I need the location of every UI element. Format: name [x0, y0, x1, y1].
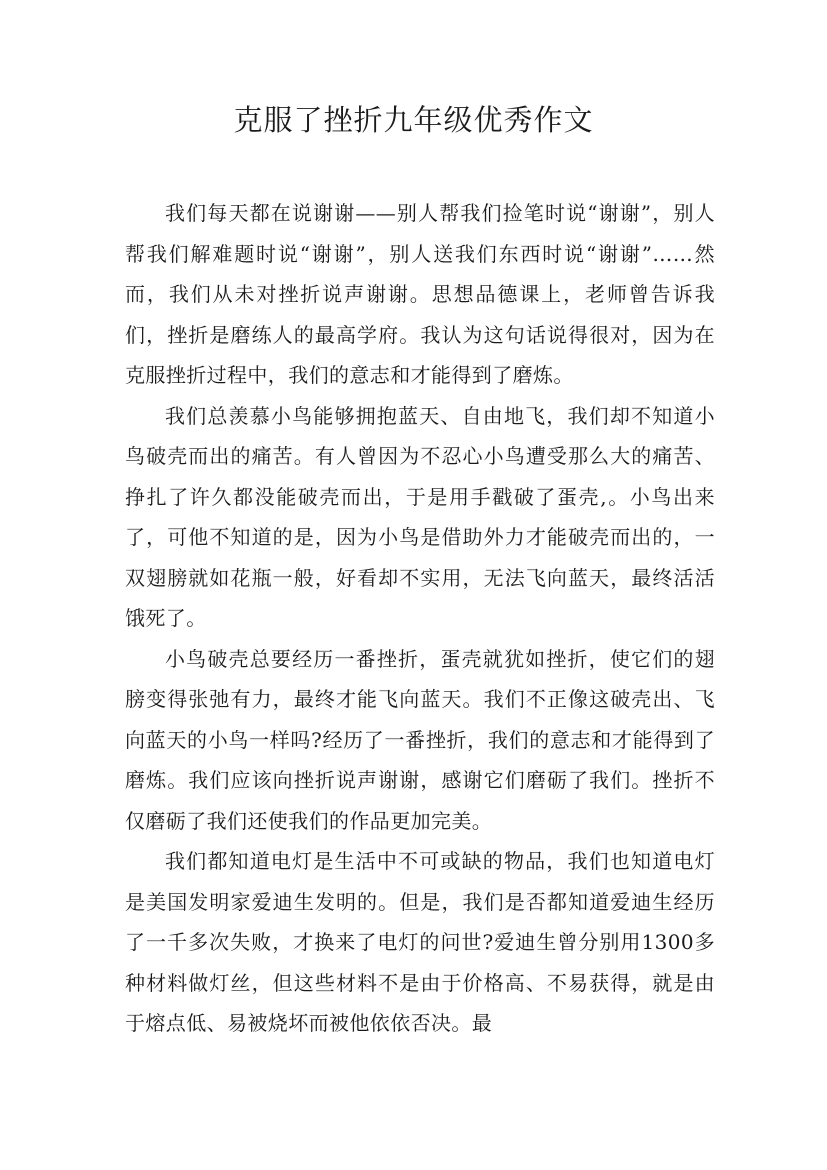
document-title: 克服了挫折九年级优秀作文 — [233, 103, 594, 137]
paragraph-4: 我们都知道电灯是生活中不可或缺的物品，我们也知道电灯是美国发明家爱迪生发明的。但是，我们是否都知道爱迪生经历了一千多次失败，才换来了电灯的问世?爱迪生曾分别用1300多种材料做灯丝，但这些材料不是由于价格高、不易获得，就是由于熔点低、易被烧坏而被他依依否决。最 — [125, 849, 715, 1035]
document-body — [125, 193, 715, 1044]
paragraph-3: 小鸟破壳总要经历一番挫折，蛋壳就犹如挫折，使它们的翅膀变得张弛有力，最终才能飞向蓝天。我们不正像这破壳出、飞向蓝天的小鸟一样吗?经历了一番挫折，我们的意志和才能得到了磨炼。我们应该向挫折说声谢谢，感谢它们磨砺了我们。挫折不仅磨砺了我们还使我们的作品更加完美。 — [125, 646, 715, 833]
paragraph-1: 我们每天都在说谢谢——别人帮我们捡笔时说“谢谢”，别人帮我们解难题时说“谢谢”，别人送我们东西时说“谢谢”……然而，我们从未对挫折说声谢谢。思想品德课上，老师曾告诉我们，挫折是磨练人的最高学府。我认为这句话说得很对，因为在克服挫折过程中，我们的意志和才能得到了磨炼。 — [125, 201, 715, 387]
paragraph-2: 我们总羡慕小鸟能够拥抱蓝天、自由地飞，我们却不知道小鸟破壳而出的痛苦。有人曾因为不忍心小鸟遭受那么大的痛苦、挣扎了许久都没能破壳而出，于是用手戳破了蛋壳,。小鸟出来了，可他不知道的是，因为小鸟是借助外力才能破壳而出的，一双翅膀就如花瓶一般，好看却不实用，无法飞向蓝天，最终活活饿死了。 — [125, 403, 715, 630]
